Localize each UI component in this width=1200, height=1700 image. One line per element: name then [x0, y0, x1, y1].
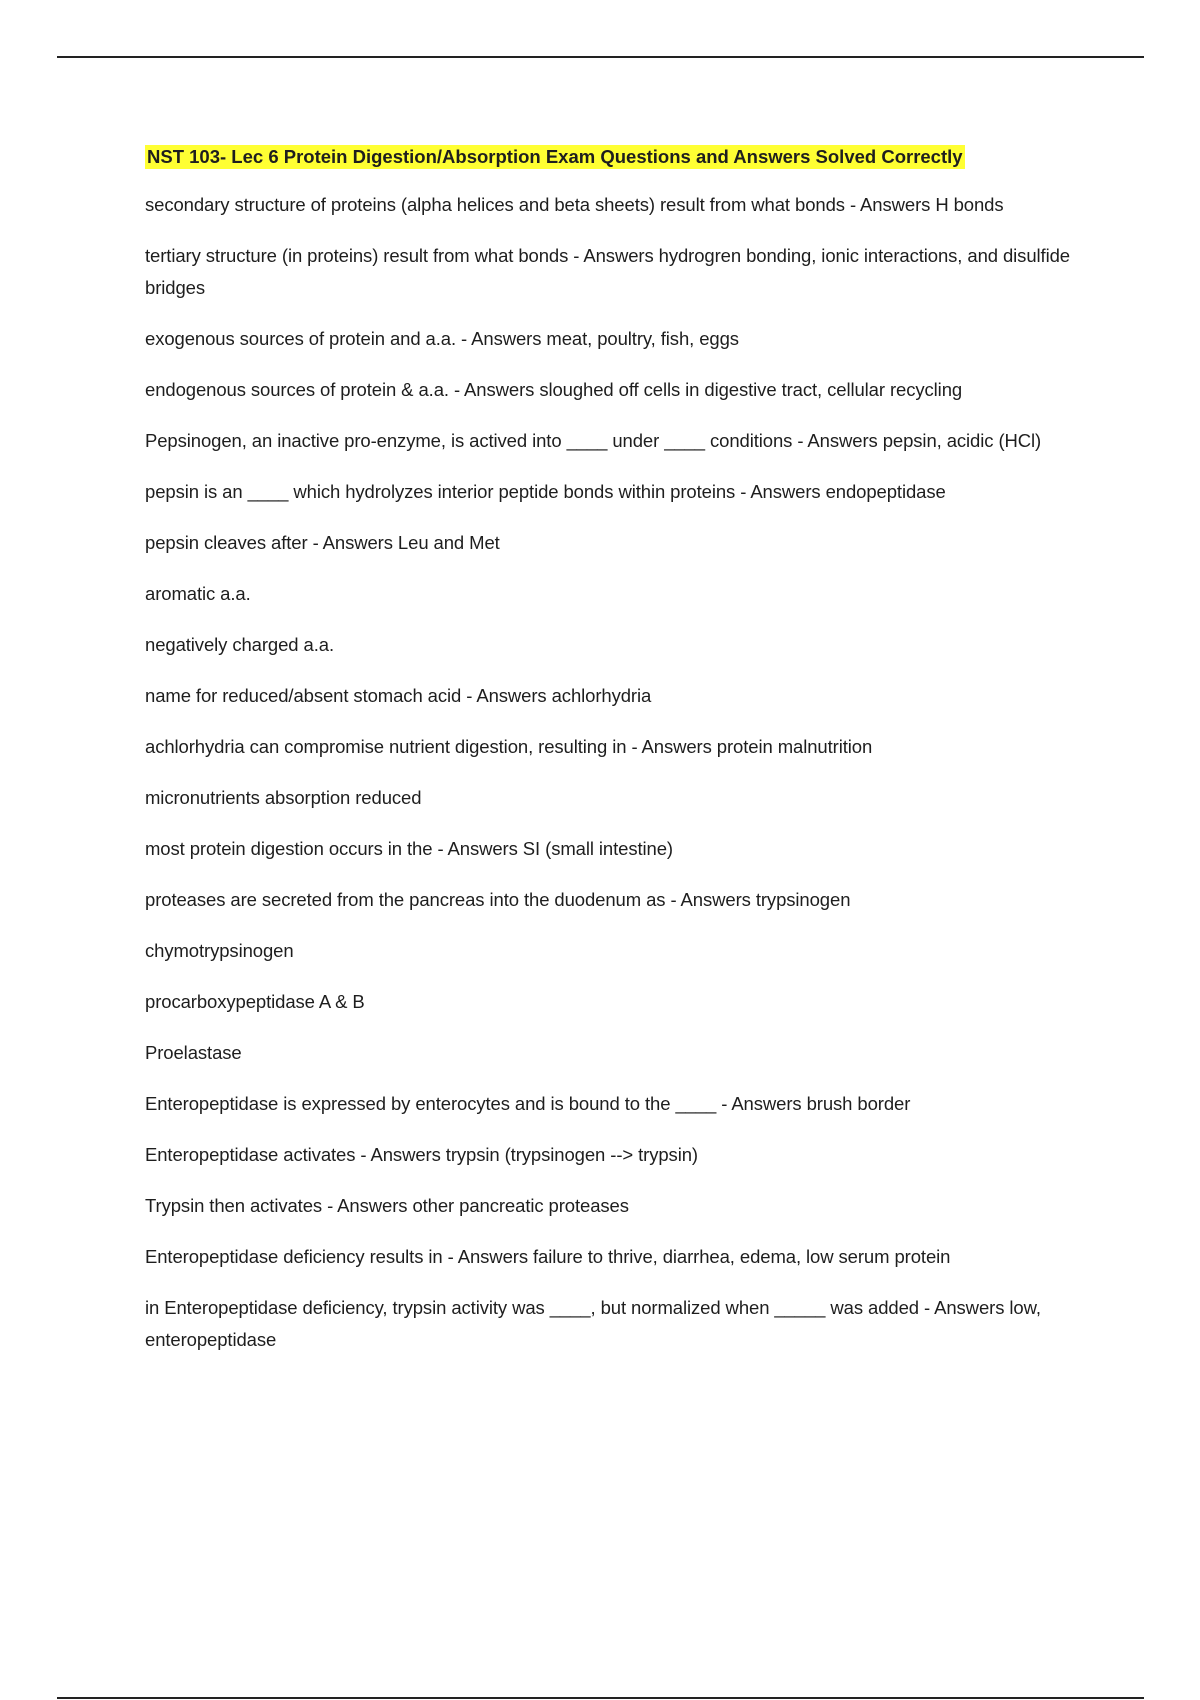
qa-item: tertiary structure (in proteins) result from what bonds - Answers hydrogren bonding, ionic interactions, and disulfide bridges — [145, 245, 1070, 298]
qa-item: secondary structure of proteins (alpha helices and beta sheets) result from what bonds - Answers H bonds — [145, 194, 1004, 215]
qa-item: Pepsinogen, an inactive pro-enzyme, is actived into ____ under ____ conditions - Answers pepsin, acidic (HCl) — [145, 430, 1042, 451]
qa-item: Proelastase — [145, 1042, 242, 1063]
qa-item: negatively charged a.a. — [145, 634, 334, 655]
qa-item: pepsin is an ____ which hydrolyzes interior peptide bonds within proteins - Answers endopeptidase — [145, 481, 946, 502]
qa-item: Enteropeptidase activates - Answers trypsin (trypsinogen --> trypsin) — [145, 1144, 698, 1165]
qa-item: proteases are secreted from the pancreas into the duodenum as - Answers trypsinogen — [145, 889, 851, 910]
qa-item: chymotrypsinogen — [145, 940, 294, 961]
qa-item: Enteropeptidase is expressed by enterocytes and is bound to the ____ - Answers brush border — [145, 1093, 911, 1114]
qa-list — [145, 189, 1080, 1356]
qa-item: pepsin cleaves after - Answers Leu and Met — [145, 532, 500, 553]
qa-item: micronutrients absorption reduced — [145, 787, 422, 808]
document-body — [145, 145, 1080, 1375]
qa-item: Enteropeptidase deficiency results in - Answers failure to thrive, diarrhea, edema, low serum protein — [145, 1246, 951, 1267]
document-title: NST 103- Lec 6 Protein Digestion/Absorption Exam Questions and Answers Solved Correctly — [147, 146, 963, 167]
qa-item: in Enteropeptidase deficiency, trypsin activity was ____, but normalized when _____ was added - Answers low, enteropeptidase — [145, 1297, 1041, 1350]
qa-item: Trypsin then activates - Answers other pancreatic proteases — [145, 1195, 629, 1216]
qa-item: exogenous sources of protein and a.a. - Answers meat, poultry, fish, eggs — [145, 328, 739, 349]
qa-item: procarboxypeptidase A & B — [145, 991, 365, 1012]
qa-item: name for reduced/absent stomach acid - Answers achlorhydria — [145, 685, 652, 706]
page-top-rule — [57, 56, 1144, 58]
qa-item: aromatic a.a. — [145, 583, 251, 604]
page-bottom-rule — [57, 1697, 1144, 1699]
qa-item: most protein digestion occurs in the - Answers SI (small intestine) — [145, 838, 673, 859]
qa-item: achlorhydria can compromise nutrient digestion, resulting in - Answers protein malnutrition — [145, 736, 873, 757]
qa-item: endogenous sources of protein & a.a. - Answers sloughed off cells in digestive tract, cellular recycling — [145, 379, 963, 400]
